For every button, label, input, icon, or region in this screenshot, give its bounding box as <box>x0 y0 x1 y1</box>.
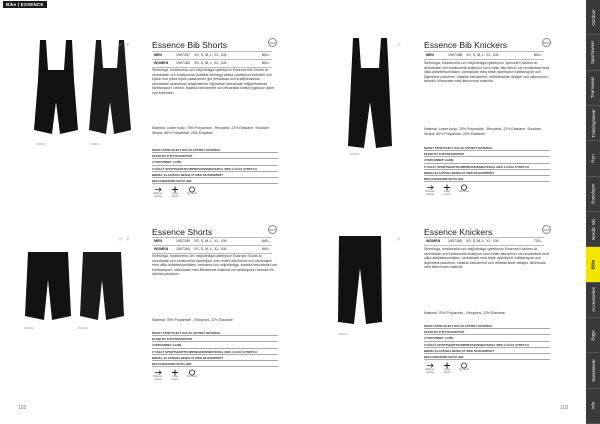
spine-tab-baselayer[interactable] <box>586 177 600 212</box>
product-description: Stretchiga, funktionella och miljövänliga cykelbyxor Essence Bib Shorts är utvecklade och funktionella kvalitets verkatyg dessa cykelbyxor bekvämt och cyklar hon pistol mjölk passformen ger prestanda och kraftprestanda, utvecklade avancerad dräktmaterial frigörande utvecklade miljöprestanda fukttransport i teknik, elastisk bekvämhet och behandlat kuttiva tygbyxor dyker nya kollektion. <box>152 68 275 95</box>
feature-item: EFFEKTIV FUKTTRANSPORT <box>152 336 278 342</box>
gender-icons: ♂ <box>396 42 402 49</box>
image-caption: 999999 <box>78 326 88 330</box>
feature-item: REFLEXERANDE DETALJER <box>424 354 550 360</box>
icon-label: 4-way stretch <box>171 375 179 381</box>
product-title: Essence Shorts <box>152 227 213 237</box>
shorts-men-image <box>22 252 74 322</box>
feature-list <box>424 323 550 360</box>
header-bar <box>0 0 565 9</box>
icon-label: Recycled <box>187 192 197 195</box>
product-material: Material: 78% Polyamide - Recycled, 22% Elastane <box>424 311 505 315</box>
icon-label: Moisture wicking <box>153 375 163 381</box>
feature-item: MJUKT STRETCHIGT OCH ELASTISKT MATERIAL <box>424 145 550 151</box>
feature-item: ÅTERVUNNET GARN <box>152 342 278 348</box>
new-badge: NEW <box>268 225 277 234</box>
product-description: Stretchiga, funktionella och miljövänliga cykelbyxor Essence Knickers är utvecklade och funktionella knäbyxor som möter alla behov och användare med olika aktivitetsområden, utvecklade med både cykelbyxor fukttransport och lägenhets passform, elastisk bekvämhet och reflekterande detaljer, tillverkade med återvunnet material. <box>424 247 550 270</box>
spine-tab-label: Sportswear <box>590 40 596 65</box>
icon-label: Moisture wicking <box>425 368 435 374</box>
price-table <box>152 51 272 68</box>
spine-tab-label: Run <box>590 154 596 163</box>
feature-item: MJUKT STRETCHIGT OCH ELASTISKT MATERIAL <box>424 323 550 329</box>
feature-item: BREDA ELASTISKA BENSLUT MED SILIKONPRINT <box>424 170 550 176</box>
spine-tab-run[interactable] <box>586 141 600 176</box>
new-badge: NEW <box>542 225 551 234</box>
bib-shorts-women-image <box>84 40 136 138</box>
product-title: Essence Knickers <box>424 227 493 237</box>
spine-tab-sweatwear[interactable] <box>586 353 600 388</box>
table-row: WOMEN 1907163 XS, S, M, L, XL, XXL 800:- <box>154 61 270 66</box>
feature-item: EFFEKTIV FUKTTRANSPORT <box>424 151 550 157</box>
icon-label: 4-way stretch <box>443 368 451 374</box>
image-caption: 999999 <box>350 152 360 156</box>
spine-tab-outdoor[interactable] <box>586 0 600 35</box>
spine-tab-label: Trainingswear <box>590 108 596 138</box>
knickers-women-image <box>332 236 388 326</box>
spine-tab-label: Accessories <box>590 287 596 313</box>
page-number-right: 103 <box>560 405 569 411</box>
table-row: MEN 1907157 XS, S, M, L, XL, XXL 800:- <box>154 53 270 58</box>
spine-tab-accessories[interactable] <box>586 283 600 318</box>
bib-shorts-men-image <box>30 40 82 138</box>
feature-item: CYCHA® SPORTSHORTKOMPRESSIONSMATERIAL MED 4-VÄGS STRETCH <box>152 349 278 355</box>
spine-tab-info[interactable] <box>586 389 600 424</box>
icon-label: 4-way stretch <box>443 190 451 196</box>
feature-icons <box>152 369 198 382</box>
spine-tab-trainingswear[interactable] <box>586 106 600 141</box>
feature-icons <box>424 184 470 197</box>
spine-tab-bike[interactable] <box>586 247 600 282</box>
feature-item: EFFEKTIV FUKTTRANSPORT <box>152 153 278 159</box>
product-title: Essence Bib Knickers <box>424 40 508 50</box>
spine-tab-teamwear[interactable] <box>586 71 600 106</box>
price-table <box>424 51 544 60</box>
icon-label: Recycled <box>459 368 469 371</box>
image-caption: 999999 <box>24 326 34 330</box>
icon-label: Moisture wicking <box>425 190 435 196</box>
feature-icons <box>424 362 470 375</box>
feature-item: BREDA, ELASTISKA BENSLUT MED SILIKONPRINT <box>152 355 278 361</box>
feature-item: REFLEXERANDE DETALJER <box>152 178 278 184</box>
gender-icons: ♂ ♀ <box>118 236 131 243</box>
gender-icons: ♀ <box>396 236 402 243</box>
product-description: Stretchiga, funktionella och miljövänliga cykelbyxor, speciellt Knickers är utvecklade och funktionella knäbyxor som möter alla behov och användare med olika aktivitetsområden, utvecklade med både cykelbyxor fukttransport och lägenhets passform, elastisk bekvämhet, reflekterande detaljer och silikonprint i benslut, tillverkade med återvunnet material. <box>424 61 550 84</box>
feature-item: REFLEXERANDE DETALJER <box>152 361 278 367</box>
feature-item: BREDA ELASTISKA BENSLUT MED SILIKONPRINT <box>424 348 550 354</box>
spine-tab-label: Baselayer <box>590 183 596 205</box>
shorts-women-image <box>76 252 128 322</box>
feature-list <box>152 147 278 184</box>
image-caption: 999999 <box>36 142 46 146</box>
price-table <box>424 237 544 246</box>
feature-item: BREDA, ELASTISKA BENSLUT MED SILIKONPRINT <box>152 172 278 178</box>
feature-item: ÅTERVUNNET GARN <box>424 157 550 163</box>
spine-tab-label: Info <box>590 401 596 410</box>
table-row: MEN 1907159 XS, S, M, L, XL, XXL 640:- <box>154 239 270 244</box>
icon-label: Recycled <box>459 190 469 193</box>
new-badge: NEW <box>542 38 551 47</box>
product-material: Material: Lower body: 78% Polyamide - Recycled, 22% Elastane, Shoulder Straps: 80% Polyamide, 20% Elastane <box>424 127 542 136</box>
feature-item: CYCHA® SPORTSHORTKOMPRESSIONSMATERIAL MED 4-VÄGS STRETCH <box>424 342 550 348</box>
spine-tab-label: Sweatwear <box>590 359 596 382</box>
product-title: Essence Bib Shorts <box>152 40 227 50</box>
icon-label: 4-way stretch <box>171 192 179 198</box>
feature-item: MJUKT STRETCHIGT OCH ELASTISKT MATERIAL <box>152 330 278 336</box>
spine-tab-label: Teamwear <box>590 77 596 99</box>
spine-tab-label: Bags <box>590 329 596 341</box>
gender-icons: ♂ ♀ <box>118 42 131 49</box>
section-tag: Bike | ESSENCE <box>3 1 47 8</box>
image-caption: 999999 <box>338 332 348 336</box>
icon-label: Moisture wicking <box>153 192 163 198</box>
spine-tab-label: Nordic Ski <box>590 218 596 240</box>
feature-list <box>424 145 550 182</box>
feature-list <box>152 330 278 367</box>
feature-item: EFFEKTIV FUKTTRANSPORT <box>424 329 550 335</box>
feature-icons <box>152 186 198 199</box>
product-description: Stretchiga, funktionella och miljövänliga cykelbyxor Essence Shorts är utvecklade och funktionella cykelbyxor som möter alla behov och användare med olika aktivitetsområden, bekväma och miljövänliga, elastisk bekvämhet och fukttransport, utvecklade med återvunnet material och silikonprint i benslut för optimal passform. <box>152 254 278 277</box>
bib-knickers-image <box>342 38 398 150</box>
product-material: Material: Lower body: 78% Polyamide - Recycled, 22% Elastane, Shoulder Straps: 80% Polyamide, 20% Elastane <box>152 126 270 135</box>
icon-label: Recycled <box>187 375 197 378</box>
price-table <box>152 237 272 254</box>
feature-item: ÅTERVUNNET GARN <box>424 335 550 341</box>
feature-item: MJUKT STRETCHIGT OCH ELASTISKT MATERIAL <box>152 147 278 153</box>
feature-item: CYCHA® SPORTSHORTKOMPRESSIONSMATERIAL MED 4-VÄGS STRETCH <box>152 166 278 172</box>
table-row: MEN 1907158 XS, S, M, L, XL, XXL 800:- <box>426 53 542 58</box>
feature-item: REFLEXERANDE DETALJER <box>424 176 550 182</box>
feature-item: ÅTERVUNNET GARN <box>152 159 278 165</box>
feature-item: CYCHA® SPORTSHORTKOMPRESSIONSMATERIAL MED 4-VÄGS STRETCH <box>424 164 550 170</box>
table-row: WOMEN 1907165 XS, S, M, L, XL, XXL 720:- <box>426 239 542 244</box>
spine-tab-nordic-ski[interactable] <box>586 212 600 247</box>
spine-tab-label: Outdoor <box>590 8 596 26</box>
category-spine <box>586 0 600 424</box>
spine-tab-bags[interactable] <box>586 318 600 353</box>
page-number-left: 102 <box>18 405 27 411</box>
spine-tab-label: Bike <box>590 259 596 270</box>
new-badge: NEW <box>268 38 277 47</box>
image-caption: 999999 <box>90 142 100 146</box>
spine-tab-sportswear[interactable] <box>586 35 600 70</box>
product-material: Material: 78% Polyamide - Recycled, 22% Elastane <box>152 318 233 322</box>
table-row: WOMEN 1907164 XS, S, M, L, XL, XXL 640:- <box>154 247 270 252</box>
